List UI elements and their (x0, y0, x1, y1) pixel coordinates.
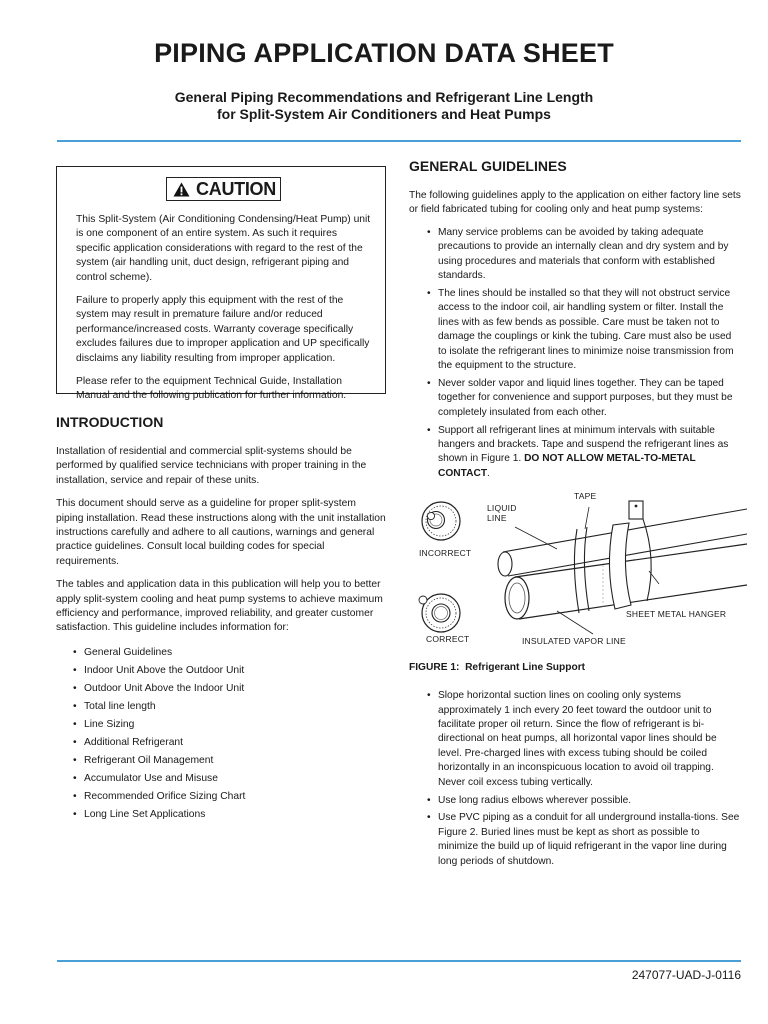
list-item: • Refrigerant Oil Management (73, 754, 386, 768)
tape-band (574, 527, 589, 613)
caution-box (56, 166, 386, 402)
guidelines-list-continued (409, 689, 741, 869)
support-text: Support all refrigerant lines at minimum intervals with suitable hangers and brackets. Tape and suspend the refrigerant lines as shown in Figure 1. (438, 424, 729, 465)
list-item: • Long Line Set Applications (73, 808, 386, 822)
right-column (409, 158, 741, 873)
liquid-line-label-2: LINE (487, 513, 507, 524)
list-item: • The lines should be installed so that they will not obstruct service access to the indoor coil, air handling system or filter. Install the lines with as few bends as possible. Care must be taken not to damage the couplings or kink the tubing. Care must also be used to isolate the refrigerant lines to minimize noise transmission from the equipment to the structure. (427, 287, 741, 373)
list-item: • Outdoor Unit Above the Indoor Unit (73, 682, 386, 696)
page-title: PIPING APPLICATION DATA SHEET (154, 38, 614, 68)
footer-divider (57, 960, 741, 962)
figure-refrigerant-line-support (407, 489, 747, 659)
list-item: • Total line length (73, 700, 386, 714)
introduction-paragraph: The tables and application data in this publication will help you to better apply split-system cooling and heat pump systems to achieve maximum efficiency and performance, improved reliability, and greater customer satisfaction. This guideline includes information for: (56, 579, 383, 634)
figure-caption-label: FIGURE 1: (409, 662, 460, 674)
tape-label: TAPE (574, 491, 597, 502)
caution-paragraph: This Split-System (Air Conditioning Condensing/Heat Pump) unit is one component of an entire system. As such it requires specific application considerations with regard to the rest of the system (air handling unit, duct design, refrigerant piping and control scheme). (76, 214, 371, 283)
guidelines-heading: GENERAL GUIDELINES (409, 158, 567, 174)
warning-triangle-icon (173, 182, 190, 197)
correct-label: CORRECT (426, 634, 470, 645)
list-item: • Many service problems can be avoided by taking adequate precautions to provide an internally clean and dry system and by using procedures and materials that conform with established standards. (427, 226, 741, 284)
list-item: • Accumulator Use and Misuse (73, 772, 386, 786)
list-item: • Slope horizontal suction lines on cooling only systems approximately 1 inch every 20 feet toward the outdoor unit to facilitate proper oil return. Since the flow of refrigerant is bi-directional on heat pumps, all horizontal vapor lines should be level. Pre-charged lines with excess tubing should be coiled horizontally in an inconspicuous location to avoid oil trapping. Never coil excess tubing vertically. (427, 689, 741, 790)
document-number: 247077-UAD-J-0116 (631, 968, 741, 982)
figure-caption-text: Refrigerant Line Support (465, 662, 586, 674)
left-column (56, 166, 386, 826)
incorrect-label: INCORRECT (419, 548, 472, 559)
list-item: • Line Sizing (73, 718, 386, 732)
support-end: . (487, 467, 490, 479)
list-item: • General Guidelines (73, 646, 386, 660)
subtitle-line-2: for Split-System Air Conditioners and Heat Pumps (217, 106, 551, 122)
header-divider (57, 140, 741, 142)
correct-cross-section (419, 594, 460, 632)
incorrect-cross-section (422, 502, 460, 540)
vapor-line-label: INSULATED VAPOR LINE (522, 636, 626, 647)
guidelines-intro: The following guidelines apply to the application on either factory line sets or field fabricated tubing for cooling only and heat pump systems: (409, 190, 741, 216)
caution-paragraph: Please refer to the equipment Technical Guide, Installation Manual and the following publication for further information. (76, 376, 347, 402)
page-subtitle (0, 89, 768, 123)
list-item (427, 424, 741, 482)
list-item: • Use long radius elbows wherever possible. (427, 794, 741, 808)
introduction-paragraph: This document should serve as a guideline for proper split-system piping installation. Read these instructions along with the unit installation instructions carefully and adhere to all cautions, warnings and general practice guidelines. Consult local building codes for special requirements. (56, 498, 386, 567)
list-item: • Additional Refrigerant (73, 736, 386, 750)
support-warning: DO NOT ALLOW METAL-TO-METAL CONTACT (438, 453, 696, 479)
list-item: • Recommended Orifice Sizing Chart (73, 790, 386, 804)
list-item: • Indoor Unit Above the Outdoor Unit (73, 664, 386, 678)
list-item: • Never solder vapor and liquid lines together. They can be taped together for convenience and support purposes, but they must be completely insulated from each other. (427, 377, 741, 420)
introduction-paragraph: Installation of residential and commercial split-systems should be performed by qualified service technicians with proper training in the installation, service and repair of these units. (56, 446, 367, 486)
guidelines-list (409, 226, 741, 481)
caution-badge (166, 177, 281, 201)
figure-caption (409, 662, 741, 673)
liquid-line-label-1: LIQUID (487, 503, 517, 514)
topics-list (56, 646, 386, 822)
list-item: • Use PVC piping as a conduit for all underground installa-tions. See Figure 2. Buried lines must be kept as short as possible to minimize the build up of liquid refrigerant in the vapor line during long periods of shutdown. (427, 811, 741, 869)
hanger-label: SHEET METAL HANGER (626, 609, 727, 620)
caution-paragraph: Failure to properly apply this equipment with the rest of the system may result in premature failure and/or reduced performance/increased costs. Warranty coverage specifically excludes failures due to improper application and UP specifically disclaims any liability resulting from improper application. (76, 295, 370, 364)
introduction-heading: INTRODUCTION (56, 414, 164, 430)
caution-label: CAUTION (196, 179, 276, 199)
subtitle-line-1: General Piping Recommendations and Refrigerant Line Length (174, 89, 594, 105)
